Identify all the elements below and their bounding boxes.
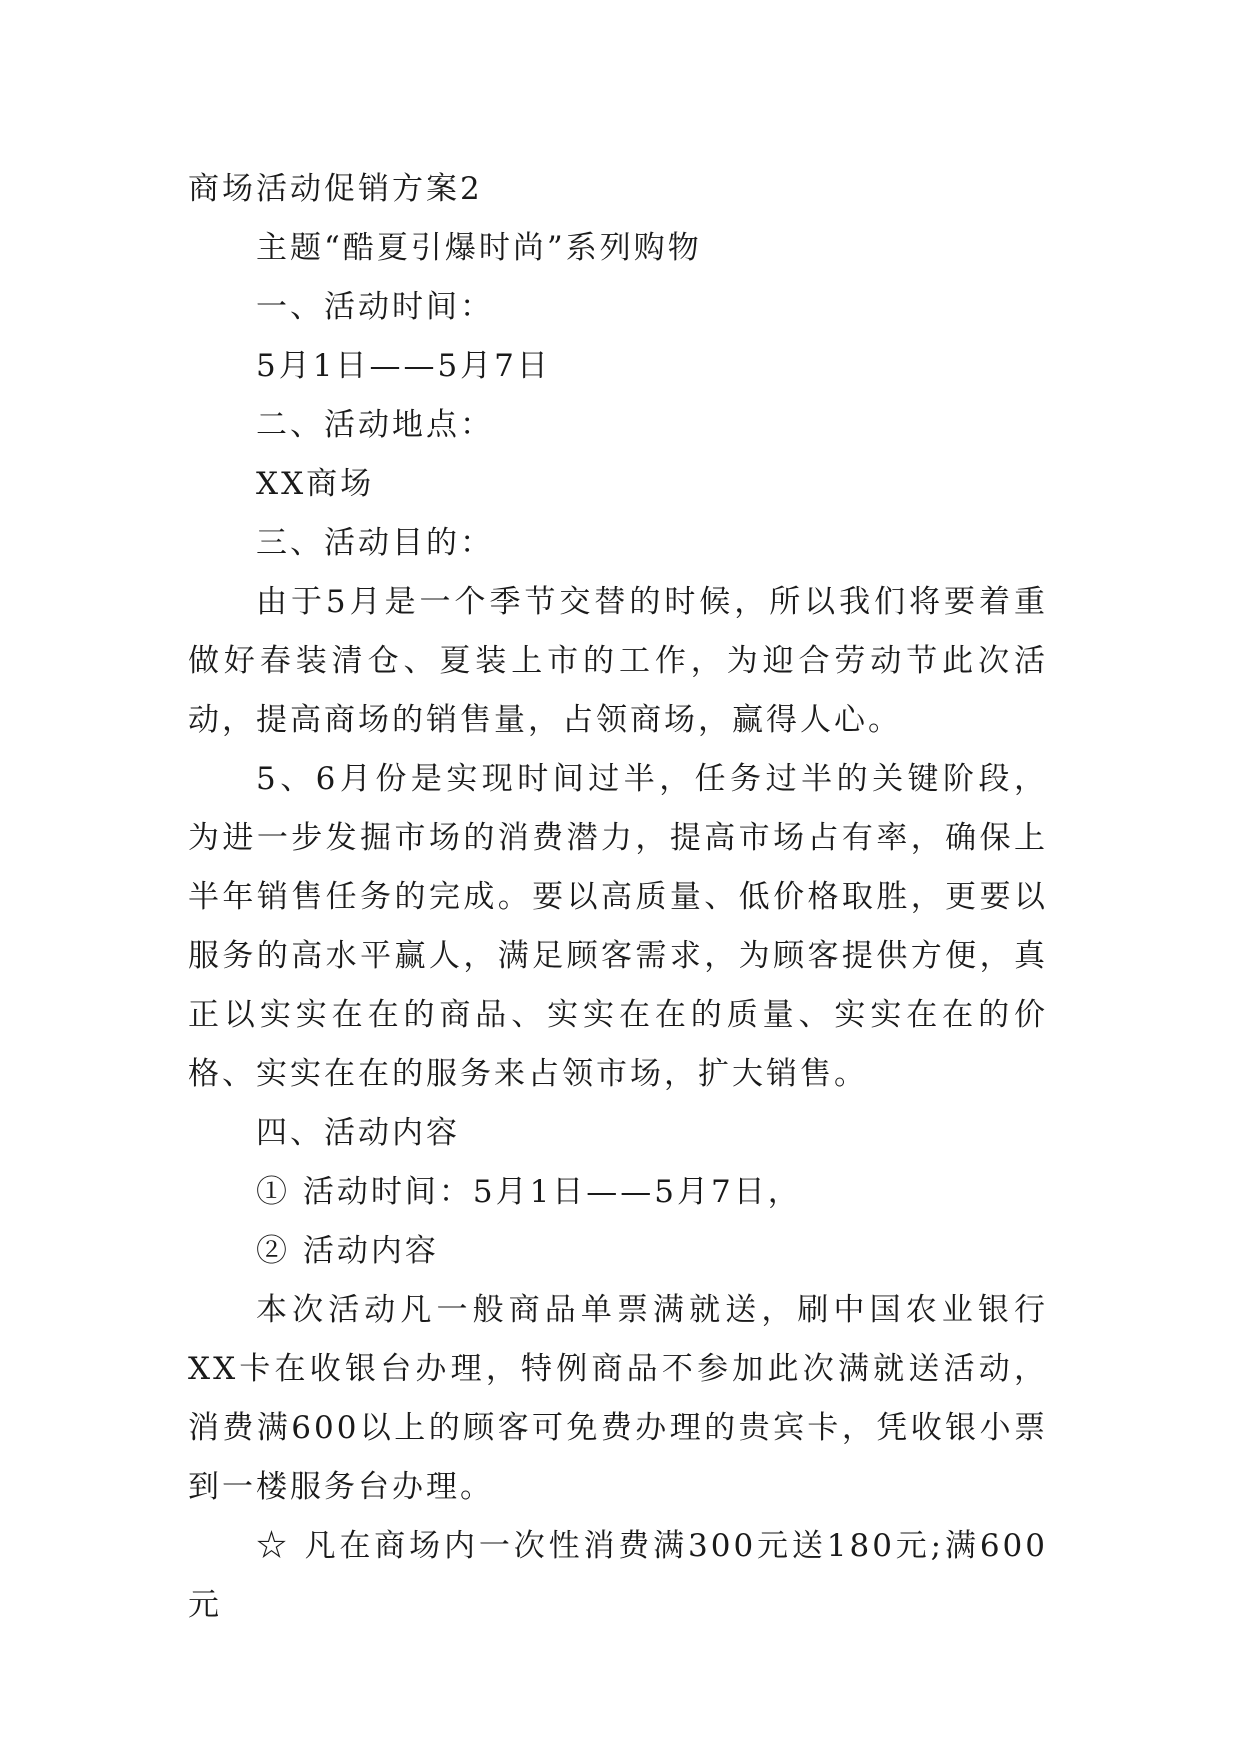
document-body: [188, 160, 1048, 1635]
purpose-paragraph-2: 5、6月份是实现时间过半，任务过半的关键阶段，为进一步发掘市场的消费潜力，提高市场占有率，确保上半年销售任务的完成。要以高质量、低价格取胜，更要以服务的高水平赢人，满足顾客需求，为顾客提供方便，真正以实实在在的商品、实实在在的质量、实实在在的价格、实实在在的服务来占领市场，扩大销售。: [188, 761, 1048, 1092]
section-heading-time: 一、活动时间：: [256, 289, 494, 325]
section-value-time: 5月1日——5月7日: [256, 348, 551, 384]
document-title: 商场活动促销方案2: [188, 171, 483, 207]
section-heading-location: 二、活动地点：: [256, 407, 494, 443]
purpose-paragraph-1: 由于5月是一个季节交替的时候，所以我们将要着重做好春装清仓、夏装上市的工作，为迎合劳动节此次活动，提高商场的销售量，占领商场，赢得人心。: [188, 584, 1048, 738]
theme-line: 主题“酷夏引爆时尚”系列购物: [256, 230, 702, 266]
content-paragraph-2: ☆ 凡在商场内一次性消费满300元送180元;满600元: [188, 1528, 1048, 1623]
section-heading-content: 四、活动内容: [256, 1115, 460, 1151]
section-heading-purpose: 三、活动目的：: [256, 525, 494, 561]
section-value-location: XX商场: [256, 466, 375, 502]
content-item-2: ② 活动内容: [256, 1233, 439, 1269]
content-item-1: ① 活动时间：5月1日——5月7日，: [256, 1174, 802, 1210]
content-paragraph-1: 本次活动凡一般商品单票满就送，刷中国农业银行XX卡在收银台办理，特例商品不参加此次满就送活动，消费满600以上的顾客可免费办理的贵宾卡，凭收银小票到一楼服务台办理。: [188, 1292, 1048, 1505]
